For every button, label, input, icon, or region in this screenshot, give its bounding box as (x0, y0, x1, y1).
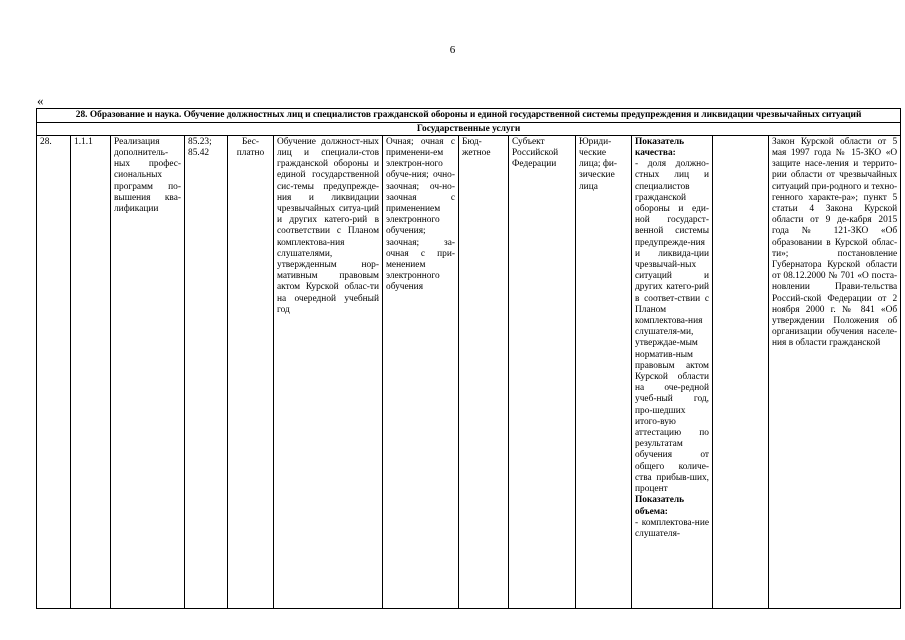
quality-indicator-text: - доля должно-стных лиц и специалистов гражданской обороны и еди-ной государст-венной системы предупрежде-ния и ликвида-ции чрезвычай-ных ситуаций и других катего-рий в соответ-ствии с Планом комплектова-ния слушателя-ми, утверждае-мым норматив-ным правовым актом Курской области на оче-редной учеб-ный год, про-шедших итого-вую аттестацию по результатам обучения от общего количе-ства прибыв-ших, процент (635, 159, 709, 495)
subsection-title: Государственные услуги (37, 122, 901, 135)
quality-indicator-heading: Показатель качества: (635, 136, 685, 158)
service-content: Обучение должност-ных лиц и специали-стов гражданской обороны и единой государственной сис-темы предупрежде-ния и ликвидации чрезвычайных ситуа-ций и других катего-рий в соответствии с Планом комплектова-ния слушателями, утвержденным нор-мативным правовым актом Курской облас-ти на очередной учебный год (274, 135, 383, 608)
section-title-row (37, 109, 901, 123)
page-number: 6 (449, 44, 456, 56)
row-code: 1.1.1 (71, 135, 111, 608)
empty-cell (713, 135, 769, 608)
founder: Субъект Российской Федерации (509, 135, 576, 608)
section-title: 28. Образование и наука. Обучение должностных лиц и специалистов гражданской обороны и единой государственной системы предупреждения и ликвидации чрезвычайных ситуаций (37, 109, 901, 123)
institution-type: Бюд-жетное (459, 135, 509, 608)
opening-quote: « (37, 93, 44, 108)
legal-basis: Закон Курской области от 5 мая 1997 года № 15-ЗКО «О защите насе-ления и террито-рии области от чрезвычайных ситуаций при-родного и техно-генного характе-ра»; пункт 5 статьи 4 Закона Курской области от 9 де-кабря 2015 года № 121-ЗКО «Об образовании в Курской облас-ти»; постановление Губернатора Курской области от 08.12.2000 № 701 «О поста-новлении Прави-тельства Россий-ской Федерации от 2 ноября 2000 г. № 841 «Об утверждении Положения об организации обучения населе-ния в области гражданской (769, 135, 901, 608)
consumers: Юриди-ческие лица; фи-зические лица (576, 135, 632, 608)
payment-terms: Бес-платно (228, 135, 274, 608)
volume-indicator-text: - комплектова-ние слушателя- (635, 517, 709, 539)
row-number: 28. (37, 135, 71, 608)
education-form: Очная; очная с применени-ем электрон-ного обуче-ния; очно-заочная; оч-но-заочная с применением электронного обучения; заочная; за-очная с при-менением электронного обучения (383, 135, 459, 608)
service-name: Реализация дополнитель-ных профес-сиональных программ по-вышения ква-лификации (111, 135, 185, 608)
subsection-row (37, 122, 901, 135)
table-row (37, 135, 901, 608)
volume-indicator-heading: Показатель объема: (635, 495, 685, 517)
document-table (36, 108, 901, 609)
okved-codes: 85.23; 85.42 (185, 135, 228, 608)
indicators-cell (632, 135, 713, 608)
